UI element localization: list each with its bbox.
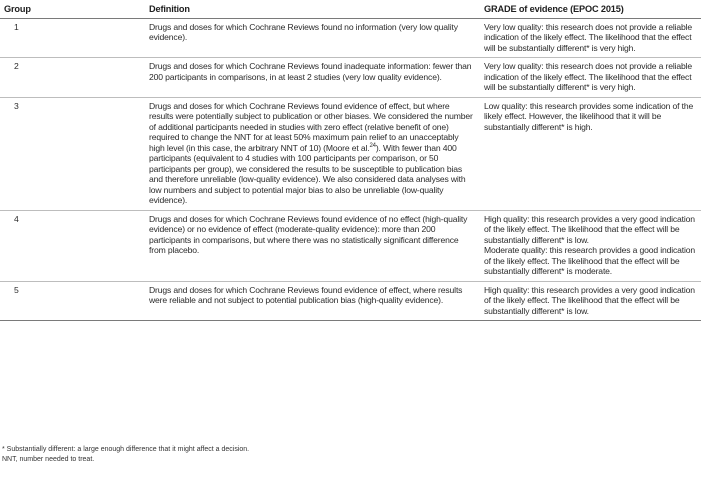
group-cell: 3 — [0, 97, 145, 210]
table-header-row — [0, 0, 701, 18]
definition-cell: Drugs and doses for which Cochrane Reviews found inadequate information: fewer than 200 participants in comparisons, in at least 2 studies (very low quality evidence). — [145, 58, 480, 98]
table-row — [0, 58, 701, 98]
grade-cell: Low quality: this research provides some indication of the likely effect. However, the likelihood that it will be substantially different* is high. — [480, 97, 701, 210]
definition-cell — [145, 97, 480, 210]
table-row — [0, 18, 701, 58]
group-cell: 2 — [0, 58, 145, 98]
group-cell: 5 — [0, 281, 145, 321]
group-cell: 1 — [0, 18, 145, 58]
table-footnotes — [2, 445, 249, 465]
table-row — [0, 281, 701, 321]
footnote-substantially-different: * Substantially different: a large enough difference that it might affect a decision. — [2, 446, 250, 453]
grade-text-moderate: Moderate quality: this research provides a good indication of the likely effect. The likelihood that the effect will be substantially different* is moderate. — [484, 245, 696, 276]
definition-text-part-1: Drugs and doses for which Cochrane Reviews found evidence of effect, but where results were potentially subject to publication or other biases. We considered the number of additional participants needed in studies with zero effect (relative benefit of one) required to change the NNT for at least 50% maximum pain relief to an unacceptably high level (in this case, the arbitrary NNT of 10) (Moore et al. — [149, 100, 473, 153]
grade-cell: Very low quality: this research does not provide a reliable indication of the likely effect. The likelihood that the effect will be substantially different* is very high. — [480, 58, 701, 98]
header-group: Group — [0, 0, 145, 18]
header-grade: GRADE of evidence (EPOC 2015) — [480, 0, 701, 18]
reference-superscript: 24 — [369, 142, 376, 149]
footnote-nnt: NNT, number needed to treat. — [2, 456, 95, 463]
grade-cell — [480, 210, 701, 281]
grade-cell: Very low quality: this research does not provide a reliable indication of the likely effect. The likelihood that the effect will be substantially different* is very high. — [480, 18, 701, 58]
definition-cell: Drugs and doses for which Cochrane Reviews found no information (very low quality evidence). — [145, 18, 480, 58]
definition-cell: Drugs and doses for which Cochrane Reviews found evidence of no effect (high-quality evidence) or no evidence of effect (moderate-quality evidence): more than 200 participants in comparisons, but where there was no statistically significant difference from placebo. — [145, 210, 480, 281]
grade-text-high: High quality: this research provides a very good indication of the likely effect. The likelihood that the effect will be substantially different* is low. — [484, 213, 695, 245]
header-definition: Definition — [145, 0, 480, 18]
definition-cell: Drugs and doses for which Cochrane Reviews found evidence of effect, where results were reliable and not subject to potential publication bias (high-quality evidence). — [145, 281, 480, 321]
grade-cell: High quality: this research provides a very good indication of the likely effect. The likelihood that the effect will be substantially different* is low. — [480, 281, 701, 321]
table-row — [0, 210, 701, 281]
group-cell: 4 — [0, 210, 145, 281]
table-row — [0, 97, 701, 210]
definition-text-part-2: ). With fewer than 400 participants (equivalent to 4 studies with 100 participants per comparison, or 50 participants per group), we considered the results to be susceptible to publication bias and therefore unreliable (low-quality evidence). We also considered data analyses with low numbers and subject to potential major bias to also be unreliable (low-quality evidence). — [149, 142, 466, 205]
